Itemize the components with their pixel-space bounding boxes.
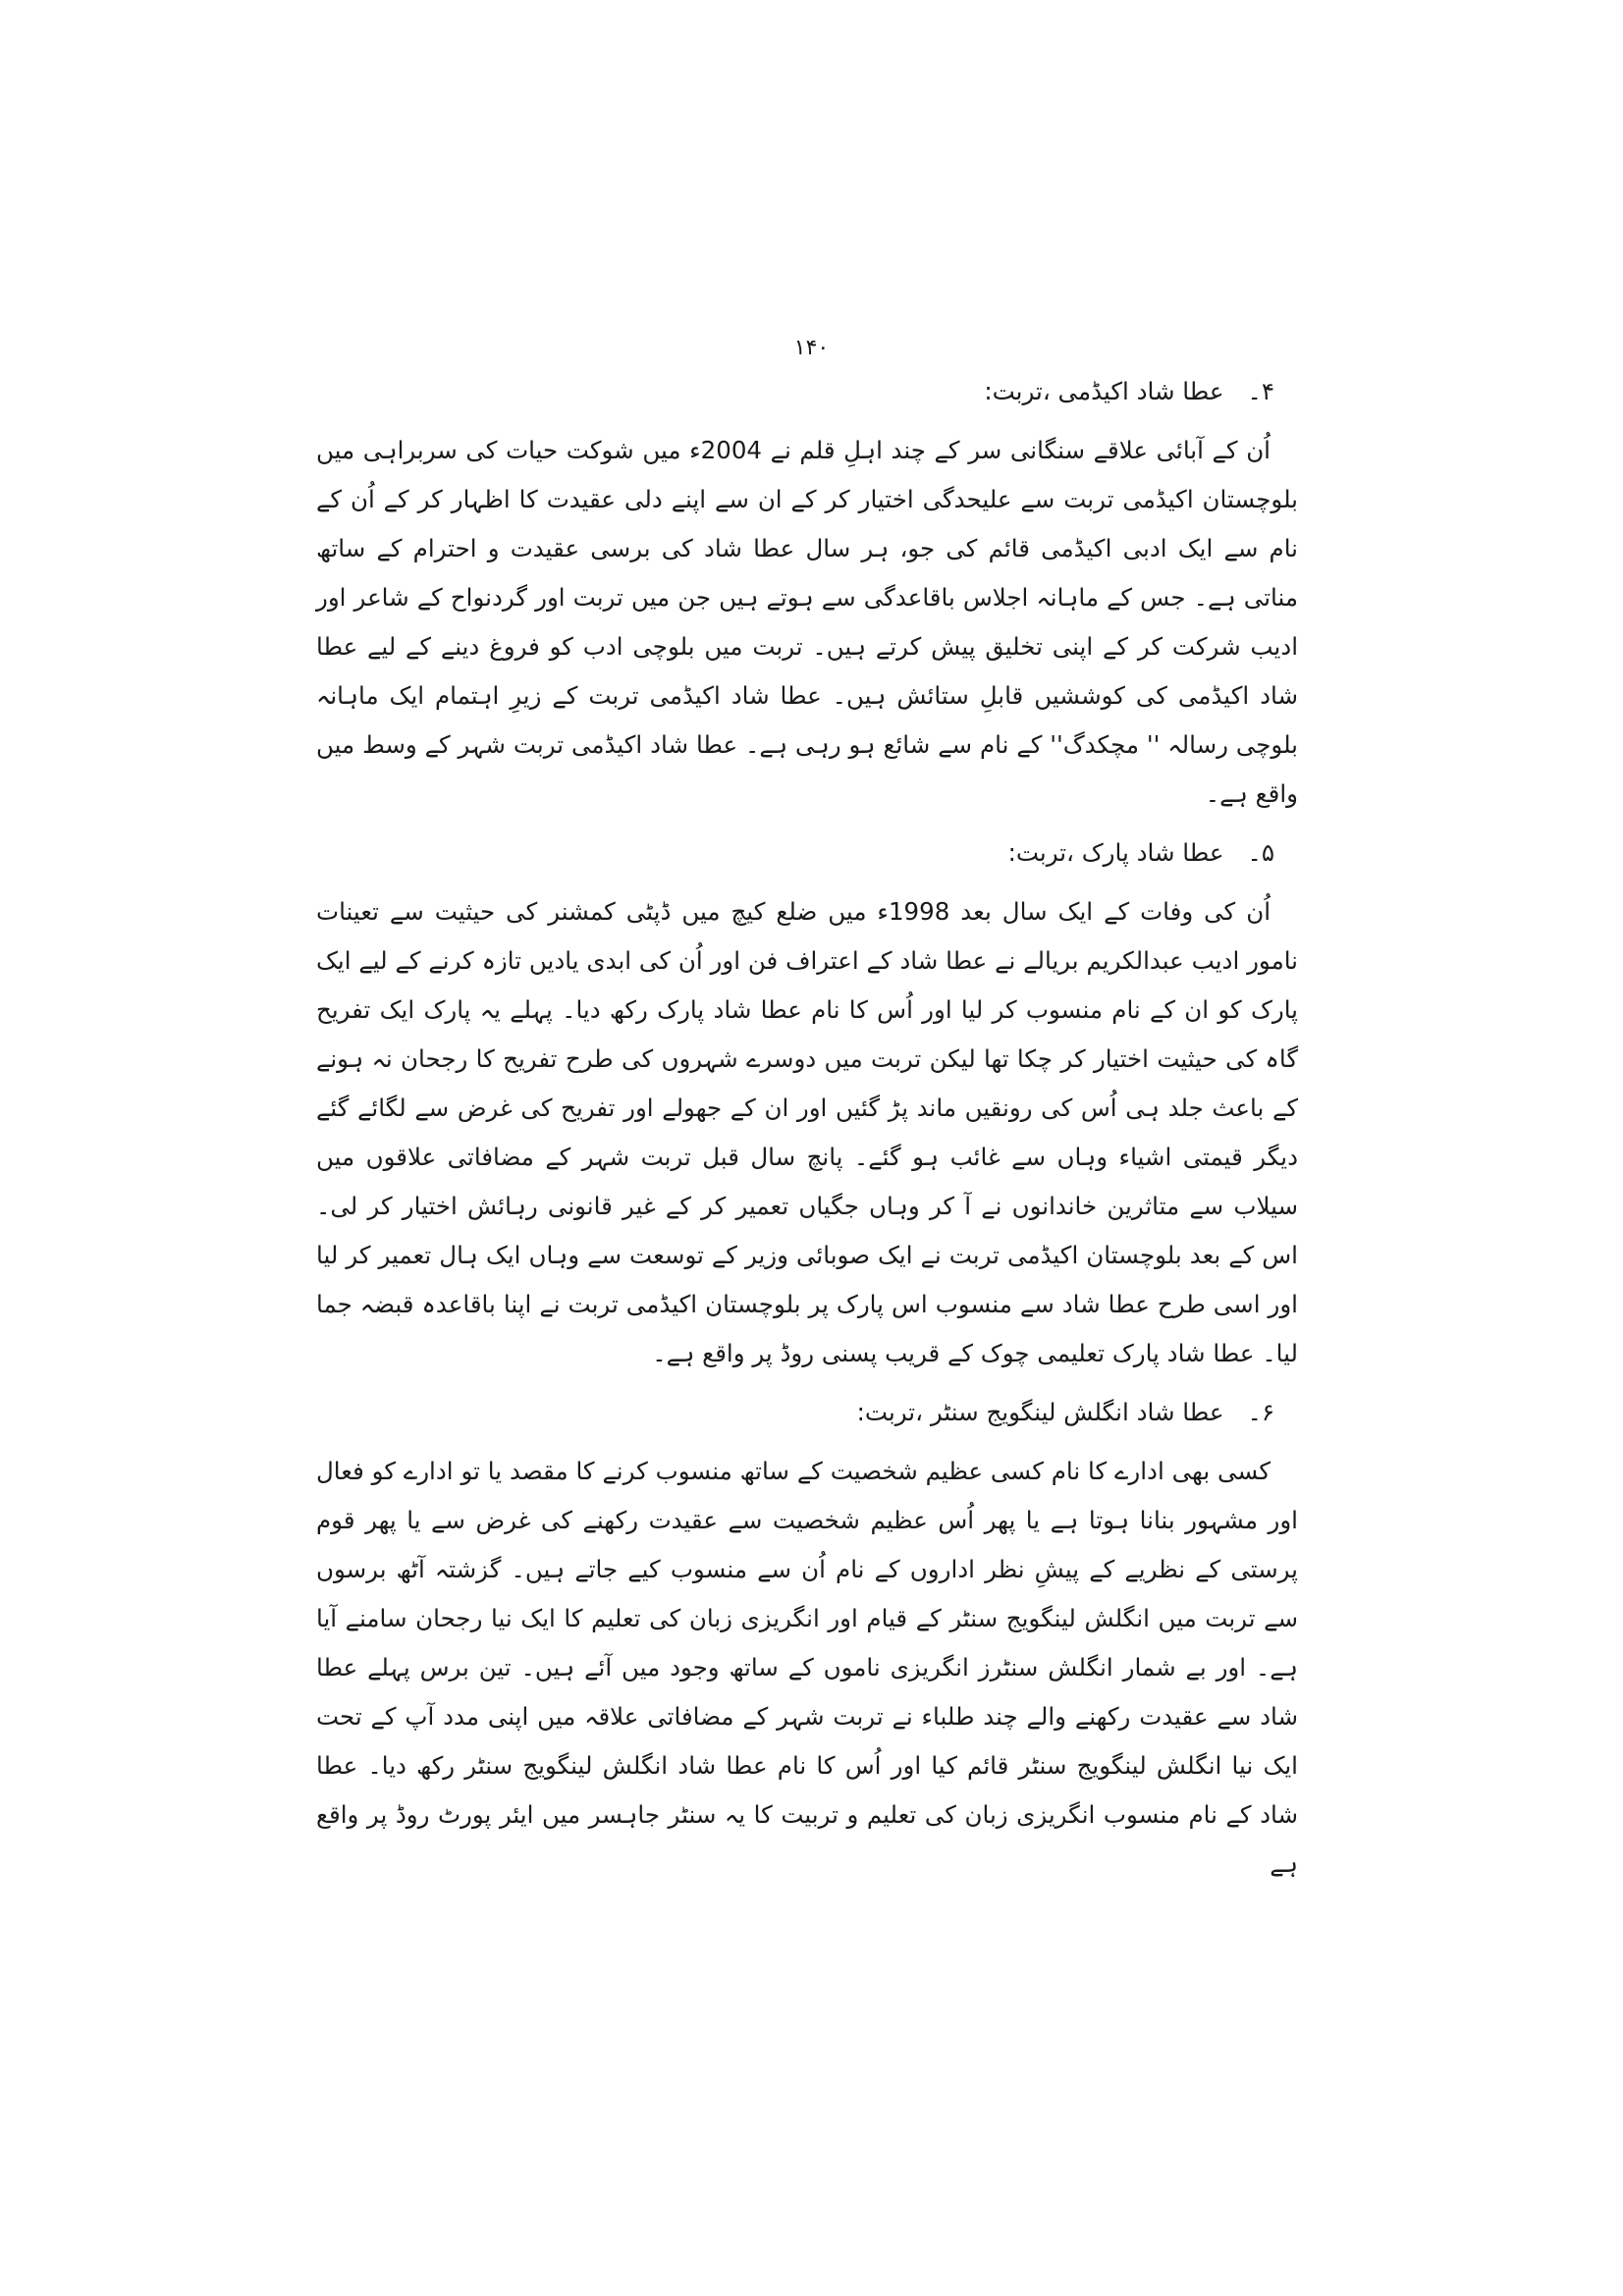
section-title: عطا شاد اکیڈمی ،تربت: xyxy=(984,377,1224,405)
section-heading xyxy=(316,361,1298,420)
section-heading xyxy=(316,823,1298,881)
section-paragraph: اُن کی وفات کے ایک سال بعد 1998ء میں ضلع کیچ میں ڈپٹی کمشنر کی حیثیت سے تعینات نامور ادیب عبدالکریم بریالے نے عطا شاد کے اعتراف فن اور اُن کی ابدی یادیں تازہ کرنے کے لیے ایک پارک کو ان کے نام منسوب کر لیا اور اُس کا نام عطا شاد پارک رکھ دیا۔ پہلے یہ پارک ایک تفریح گاہ کی حیثیت اختیار کر چکا تھا لیکن تربت میں دوسرے شہروں کی طرح تفریح کا رجحان نہ ہونے کے باعث جلد ہی اُس کی رونقیں ماند پڑ گئیں اور ان کے جھولے اور تفریح کی غرض سے لگائے گئے دیگر قیمتی اشیاء وہاں سے غائب ہو گئے۔ پانچ سال قبل تربت شہر کے مضافاتی علاقوں میں سیلاب سے متاثرین خاندانوں نے آ کر وہاں جگیاں تعمیر کر کے غیر قانونی رہائش اختیار کر لی۔ اس کے بعد بلوچستان اکیڈمی تربت نے ایک صوبائی وزیر کے توسعت سے وہاں ایک ہال تعمیر کر لیا اور اسی طرح عطا شاد سے منسوب اس پارک پر بلوچستان اکیڈمی تربت نے اپنا باقاعدہ قبضہ جما لیا۔ عطا شاد پارک تعلیمی چوک کے قریب پسنی روڈ پر واقع ہے۔ xyxy=(316,897,1298,1367)
section-title: عطا شاد انگلش لینگویج سنٹر ،تربت: xyxy=(856,1398,1224,1426)
section-language-center xyxy=(316,1382,1298,1889)
section-paragraph: کسی بھی ادارے کا نام کسی عظیم شخصیت کے ساتھ منسوب کرنے کا مقصد یا تو ادارے کو فعال اور مشہور بنانا ہوتا ہے یا پھر اُس عظیم شخصیت سے عقیدت رکھنے کی غرض سے یا پھر قوم پرستی کے نظریے کے پیشِ نظر اداروں کے نام اُن سے منسوب کیے جاتے ہیں۔ گزشتہ آٹھ برسوں سے تربت میں انگلش لینگویج سنٹر کے قیام اور انگریزی زبان کی تعلیم کا ایک نیا رجحان سامنے آیا ہے۔ اور بے شمار انگلش سنٹرز انگریزی ناموں کے ساتھ وجود میں آئے ہیں۔ تین برس پہلے عطا شاد سے عقیدت رکھنے والے چند طلباء نے تربت شہر کے مضافاتی علاقہ میں اپنی مدد آپ کے تحت ایک نیا انگلش لینگویج سنٹر قائم کیا اور اُس کا نام عطا شاد انگلش لینگویج سنٹر رکھ دیا۔ عطا شاد کے نام منسوب انگریزی زبان کی تعلیم و تربیت کا یہ سنٹر جاہسر میں ایئر پورٹ روڈ پر واقع ہے xyxy=(316,1457,1298,1878)
section-number: ۴۔ xyxy=(1247,377,1274,405)
section-academy xyxy=(316,361,1298,819)
section-park xyxy=(316,823,1298,1378)
section-paragraph: اُن کے آبائی علاقے سنگانی سر کے چند اہلِ قلم نے 2004ء میں شوکت حیات کی سربراہی میں بلوچستان اکیڈمی تربت سے علیحدگی اختیار کر کے ان سے اپنے دلی عقیدت کا اظہار کر کے اُن کے نام سے ایک ادبی اکیڈمی قائم کی جو، ہر سال عطا شاد کی برسی عقیدت و احترام کے ساتھ مناتی ہے۔ جس کے ماہانہ اجلاس باقاعدگی سے ہوتے ہیں جن میں تربت اور گردنواح کے شاعر اور ادیب شرکت کر کے اپنی تخلیق پیش کرتے ہیں۔ تربت میں بلوچی ادب کو فروغ دینے کے لیے عطا شاد اکیڈمی کی کوششیں قابلِ ستائش ہیں۔ عطا شاد اکیڈمی تربت کے زیرِ اہتمام ایک ماہانہ بلوچی رسالہ '' مچکدگ'' کے نام سے شائع ہو رہی ہے۔ عطا شاد اکیڈمی تربت شہر کے وسط میں واقع ہے۔ xyxy=(316,436,1298,808)
section-number: ۵۔ xyxy=(1247,838,1274,867)
document-body xyxy=(316,361,1298,1893)
section-number: ۶۔ xyxy=(1247,1398,1274,1426)
section-title: عطا شاد پارک ،تربت: xyxy=(1007,838,1224,867)
section-heading xyxy=(316,1382,1298,1441)
page-number: ۱۴۰ xyxy=(793,336,830,360)
